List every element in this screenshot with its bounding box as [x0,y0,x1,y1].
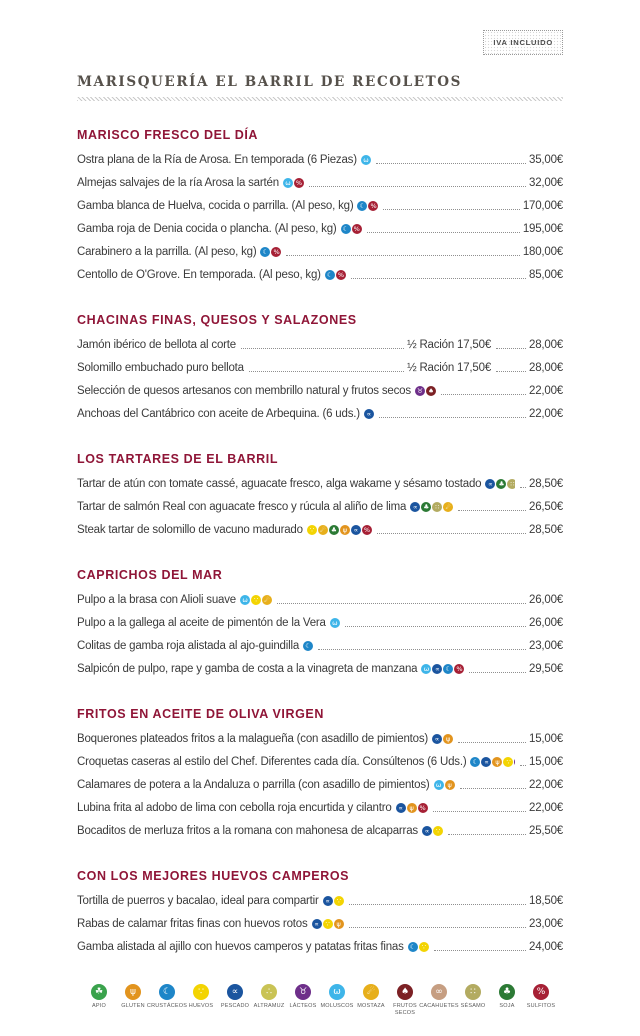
menu-item-allergens [357,201,378,211]
allergen-apio-icon: ☘ [91,984,107,1000]
allergen-sulfitos-icon: % [362,525,372,535]
legend-item [525,984,558,1010]
menu-item-name [77,523,372,537]
menu-item-name [77,199,378,213]
legend-label: SOJA [499,1003,515,1009]
allergen-crustaceos-icon: ☾ [470,757,480,767]
menu-item-name [77,894,344,908]
menu-item-price: 29,50€ [529,662,563,675]
menu-item-row [77,333,563,356]
legend-item [287,984,320,1010]
allergen-crustaceos-icon: ☾ [159,984,175,1000]
menu-item-price: 26,50€ [529,500,563,513]
allergen-huevos-icon: ∵ [251,595,261,605]
menu-item-row [77,819,563,842]
menu-item-name [77,500,453,514]
menu-item-price: 26,00€ [529,593,563,606]
allergen-sulfitos-icon: % [368,201,378,211]
menu-item-name [77,593,272,607]
legend-label: ALTRAMUZ [253,1003,285,1009]
dot-leader [249,371,404,372]
dot-leader [349,927,527,928]
menu-item-name [77,176,304,190]
legend-label: APIO [92,1003,106,1009]
menu-item-text: Tartar de atún con tomate cassé, aguacate fresco, alga wakame y sésamo tostado [77,477,482,490]
half-portion-price: ½ Ración 17,50€ [407,361,492,374]
menu-item-text: Gamba alistada al ajillo con huevos camperos y patatas fritas finas [77,940,404,953]
dot-leader [520,487,526,488]
allergen-huevos-icon: ∵ [193,984,209,1000]
menu-sections [77,128,563,958]
allergen-sulfitos-icon: % [336,270,346,280]
legend-item [117,984,150,1010]
allergen-mostaza-icon: ☄ [262,595,272,605]
menu-item-name [77,222,362,236]
menu-section [77,568,563,680]
menu-item-text: Steak tartar de solomillo de vacuno madurado [77,523,303,536]
allergen-pescado-icon: ∝ [422,826,432,836]
menu-item-text: Solomillo embuchado puro bellota [77,361,244,374]
dot-leader [434,950,526,951]
menu-item-row [77,889,563,912]
menu-item-name [77,384,436,398]
menu-item-row [77,194,563,217]
menu-item-text: Centollo de O'Grove. En temporada. (Al peso, kg) [77,268,321,281]
menu-item-price: 15,00€ [529,755,563,768]
dot-leader [496,348,526,349]
allergen-sulfitos-icon: % [418,803,428,813]
menu-item-row [77,588,563,611]
allergen-gluten-icon: ψ [492,757,502,767]
dot-leader [441,394,526,395]
menu-item-row [77,773,563,796]
menu-item-price: 28,50€ [529,523,563,536]
allergen-pescado-icon: ∝ [432,664,442,674]
allergen-huevos-icon: ∵ [334,896,344,906]
legend-label: SÉSAMO [460,1003,486,1009]
allergen-soja-icon: ♣ [421,502,431,512]
menu-item-allergens [421,664,464,674]
allergen-crustaceos-icon: ☾ [325,270,335,280]
allergen-crustaceos-icon: ☾ [408,942,418,952]
legend-item [83,984,116,1010]
menu-section [77,128,563,286]
allergen-moluscos-icon: ω [240,595,250,605]
menu-item-name [77,824,443,838]
menu-item-name [77,940,429,954]
allergen-gluten-icon: ψ [125,984,141,1000]
dot-leader [469,672,526,673]
dot-leader [349,904,526,905]
menu-item-text: Carabinero a la parrilla. (Al peso, kg) [77,245,257,258]
menu-item-allergens [312,919,344,929]
allergen-sulfitos-icon: % [352,224,362,234]
page-title: MARISQUERÍA EL BARRIL DE RECOLETOS [77,74,462,90]
half-portion-price: ½ Ración 17,50€ [407,338,492,351]
legend-item [389,984,422,1017]
allergen-huevos-icon: ∵ [419,942,429,952]
legend-item [491,984,524,1010]
legend-label: MOSTAZA [357,1003,385,1009]
menu-section [77,707,563,842]
menu-item-text: Colitas de gamba roja alistada al ajo-guindilla [77,639,300,652]
menu-item-price: 28,50€ [529,477,563,490]
dot-leader [345,626,526,627]
menu-item-row [77,912,563,935]
allergen-pescado-icon: ∝ [351,525,361,535]
menu-item-row [77,240,563,263]
menu-section [77,452,563,541]
menu-item-price: 15,00€ [529,732,563,745]
menu-item-text: Almejas salvajes de la ría Arosa la sartén [77,176,279,189]
allergen-gluten-icon: ψ [445,780,455,790]
allergen-pescado-icon: ∝ [227,984,243,1000]
dot-leader [309,186,526,187]
dot-leader [277,603,526,604]
legend-label: CACAHUETES [419,1003,459,1009]
allergen-moluscos-icon: ω [329,984,345,1000]
menu-item-name [77,778,455,792]
menu-item-text: Gamba roja de Denia cocida o plancha. (Al peso, kg) [77,222,337,235]
iva-included-badge: IVA INCLUIDO [483,30,563,55]
dot-leader [286,255,519,256]
menu-item-row [77,379,563,402]
allergen-frutos_secos-icon: ♠ [426,386,436,396]
legend-label: LÁCTEOS [289,1003,317,1009]
menu-item-text: Gamba blanca de Huelva, cocida o parrilla. (Al peso, kg) [77,199,354,212]
menu-item-name [77,407,374,421]
menu-item-text: Calamares de potera a la Andaluza o parrilla (con asadillo de pimientos) [77,778,430,791]
menu-item-price: 24,00€ [529,940,563,953]
menu-item-name [77,616,340,630]
allergen-lacteos-icon: ♉ [295,984,311,1000]
legend-label: GLUTEN [121,1003,145,1009]
menu-item-row [77,518,563,541]
menu-item-price: 23,00€ [529,639,563,652]
menu-item-price: 25,50€ [529,824,563,837]
menu-item-name [77,153,371,167]
menu-item-row [77,611,563,634]
allergen-pescado-icon: ∝ [481,757,491,767]
menu-item-price: 22,00€ [529,407,563,420]
menu-item-allergens [408,942,429,952]
menu-item-price: 26,00€ [529,616,563,629]
dot-leader [379,417,526,418]
allergen-soja-icon: ♣ [496,479,506,489]
dot-leader [377,533,526,534]
allergen-moluscos-icon: ω [421,664,431,674]
dot-leader [433,811,526,812]
menu-item-text: Boquerones plateados fritos a la malagueña (con asadillo de pimientos) [77,732,429,745]
legend-label: SULFITOS [526,1003,556,1009]
menu-item-row [77,634,563,657]
dot-leader [458,742,526,743]
allergen-moluscos-icon: ω [330,618,340,628]
menu-item-allergens [410,502,453,512]
allergen-sesamo-icon: ∷ [432,502,442,512]
allergen-mostaza-icon: ☄ [443,502,453,512]
dot-leader [351,278,526,279]
menu-item-price: 32,00€ [529,176,563,189]
allergen-moluscos-icon: ω [434,780,444,790]
allergen-moluscos-icon: ω [283,178,293,188]
menu-item-name [77,639,313,653]
allergen-crustaceos-icon: ☾ [443,664,453,674]
allergen-sulfitos-icon: % [271,247,281,257]
menu-item-name [77,662,464,676]
menu-item-text: Pulpo a la brasa con Alioli suave [77,593,236,606]
allergen-crustaceos-icon: ☾ [260,247,270,257]
menu-item-row [77,495,563,518]
allergen-mostaza-icon: ☄ [363,984,379,1000]
menu-item-row [77,402,563,425]
menu-item-price: 22,00€ [529,384,563,397]
menu-item-allergens [341,224,362,234]
allergen-soja-icon: ♣ [499,984,515,1000]
section-title: FRITOS EN ACEITE DE OLIVA VIRGEN [77,707,325,721]
menu-item-allergens [361,155,371,165]
allergen-pescado-icon: ∝ [485,479,495,489]
legend-item [355,984,388,1010]
menu-item-price: 28,00€ [529,361,563,374]
menu-item-allergens [470,757,515,767]
dot-leader [318,649,526,650]
menu-item-price: 22,00€ [529,778,563,791]
menu-item-text: Pulpo a la gallega al aceite de pimentón de la Vera [77,616,326,629]
menu-item-name [77,338,236,352]
menu-item-price: 170,00€ [522,199,563,212]
menu-item-price: 22,00€ [529,801,563,814]
menu-item-allergens [422,826,443,836]
title-divider [77,97,563,101]
menu-item-text: Jamón ibérico de bellota al corte [77,338,236,351]
menu-item-text: Anchoas del Cantábrico con aceite de Arbequina. (6 uds.) [77,407,360,420]
legend-label: PESCADO [220,1003,250,1009]
allergen-huevos-icon: ∵ [433,826,443,836]
menu-item-price: 35,00€ [529,153,563,166]
legend-item [457,984,490,1010]
allergen-pescado-icon: ∝ [396,803,406,813]
allergen-sesamo-icon: ∷ [465,984,481,1000]
menu-item-price: 28,00€ [529,338,563,351]
menu-item-name [77,361,244,375]
allergen-sulfitos-icon: % [454,664,464,674]
allergen-gluten-icon: ψ [334,919,344,929]
dot-leader [520,765,526,766]
section-title: CON LOS MEJORES HUEVOS CAMPEROS [77,869,350,883]
menu-item-name [77,245,281,259]
menu-item-allergens [434,780,455,790]
allergen-lacteos-icon [514,757,515,767]
menu-item-allergens [415,386,436,396]
allergen-lacteos-icon: ♉ [415,386,425,396]
menu-item-allergens [432,734,453,744]
dot-leader [241,348,404,349]
dot-leader [383,209,519,210]
legend-item [419,984,459,1010]
menu-item-text: Ostra plana de la Ría de Arosa. En temporada (6 Piezas) [77,153,357,166]
menu-section [77,869,563,958]
legend-item [146,984,188,1010]
legend-label: FRUTOS SECOS [393,1003,417,1016]
menu-item-row [77,356,563,379]
allergen-cacahuetes-icon: ∞ [431,984,447,1000]
menu-item-row [77,217,563,240]
menu-item-row [77,472,563,495]
menu-item-allergens [260,247,281,257]
allergen-soja-icon: ♣ [329,525,339,535]
menu-item-price: 195,00€ [522,222,563,235]
dot-leader [376,163,526,164]
menu-item-row [77,657,563,680]
allergen-gluten-icon: ψ [443,734,453,744]
legend-item [321,984,354,1010]
allergen-huevos-icon: ∵ [307,525,317,535]
menu-item-text: Tartar de salmón Real con aguacate fresco y rúcula al aliño de lima [77,500,407,513]
allergen-huevos-icon: ∵ [503,757,513,767]
menu-item-allergens [323,896,344,906]
allergen-crustaceos-icon: ☾ [357,201,367,211]
menu-item-allergens [325,270,346,280]
menu-item-row [77,796,563,819]
allergen-huevos-icon: ∵ [323,919,333,929]
legend-label: HUEVOS [188,1003,214,1009]
menu-item-allergens [364,409,374,419]
menu-item-row [77,263,563,286]
allergen-legend [77,984,563,1017]
legend-label: MOLUSCOS [320,1003,354,1009]
allergen-pescado-icon: ∝ [410,502,420,512]
menu-section [77,313,563,425]
menu-item-row [77,148,563,171]
dot-leader [448,834,526,835]
menu-item-allergens [240,595,272,605]
legend-item [253,984,286,1010]
legend-item [185,984,218,1010]
allergen-moluscos-icon: ω [361,155,371,165]
menu-item-name [77,477,515,491]
allergen-pescado-icon: ∝ [312,919,322,929]
dot-leader [460,788,526,789]
menu-item-row [77,750,563,773]
menu-item-row [77,935,563,958]
menu-item-price: 23,00€ [529,917,563,930]
menu-item-row [77,171,563,194]
allergen-sesamo-icon: ∷ [507,479,515,489]
allergen-crustaceos-icon: ☾ [303,641,313,651]
legend-label: CRUSTÁCEOS [146,1003,188,1009]
dot-leader [458,510,526,511]
menu-item-text: Tortilla de puerros y bacalao, ideal para compartir [77,894,319,907]
allergen-crustaceos-icon: ☾ [341,224,351,234]
menu-item-text: Rabas de calamar fritas finas con huevos rotos [77,917,308,930]
section-title: MARISCO FRESCO DEL DÍA [77,128,259,142]
legend-item [219,984,252,1010]
allergen-pescado-icon: ∝ [432,734,442,744]
menu-item-name [77,268,346,282]
allergen-pescado-icon: ∝ [323,896,333,906]
section-title: CHACINAS FINAS, QUESOS Y SALAZONES [77,313,357,327]
menu-item-row [77,727,563,750]
menu-item-price: 85,00€ [529,268,563,281]
section-title: LOS TARTARES DE EL BARRIL [77,452,279,466]
allergen-sulfitos-icon: % [294,178,304,188]
allergen-pescado-icon: ∝ [364,409,374,419]
menu-item-name [77,801,428,815]
menu-item-name [77,732,453,746]
dot-leader [367,232,520,233]
section-title: CAPRICHOS DEL MAR [77,568,223,582]
menu-item-text: Salpicón de pulpo, rape y gamba de costa a la vinagreta de manzana [77,662,418,675]
menu-item-allergens [303,641,313,651]
dot-leader [496,371,526,372]
allergen-gluten-icon: ψ [340,525,350,535]
allergen-frutos_secos-icon: ♠ [397,984,413,1000]
menu-item-text: Lubina frita al adobo de lima con cebolla roja encurtida y cilantro [77,801,392,814]
menu-item-name [77,755,515,769]
menu-item-allergens [283,178,304,188]
menu-item-text: Bocaditos de merluza fritos a la romana con mahonesa de alcaparras [77,824,418,837]
menu-item-price: 18,50€ [529,894,563,907]
allergen-gluten-icon: ψ [407,803,417,813]
menu-item-text: Selección de quesos artesanos con membrillo natural y frutos secos [77,384,411,397]
menu-item-text: Croquetas caseras al estilo del Chef. Diferentes cada día. Consúltenos (6 Uds.) [77,755,467,768]
allergen-altramuz-icon: ∴ [261,984,277,1000]
menu-item-price: 180,00€ [522,245,563,258]
menu-item-allergens [485,479,515,489]
menu-item-allergens [396,803,428,813]
allergen-mostaza-icon: ☄ [318,525,328,535]
allergen-sulfitos-icon: % [533,984,549,1000]
menu-item-allergens [330,618,340,628]
menu-item-name [77,917,344,931]
menu-item-allergens [307,525,372,535]
